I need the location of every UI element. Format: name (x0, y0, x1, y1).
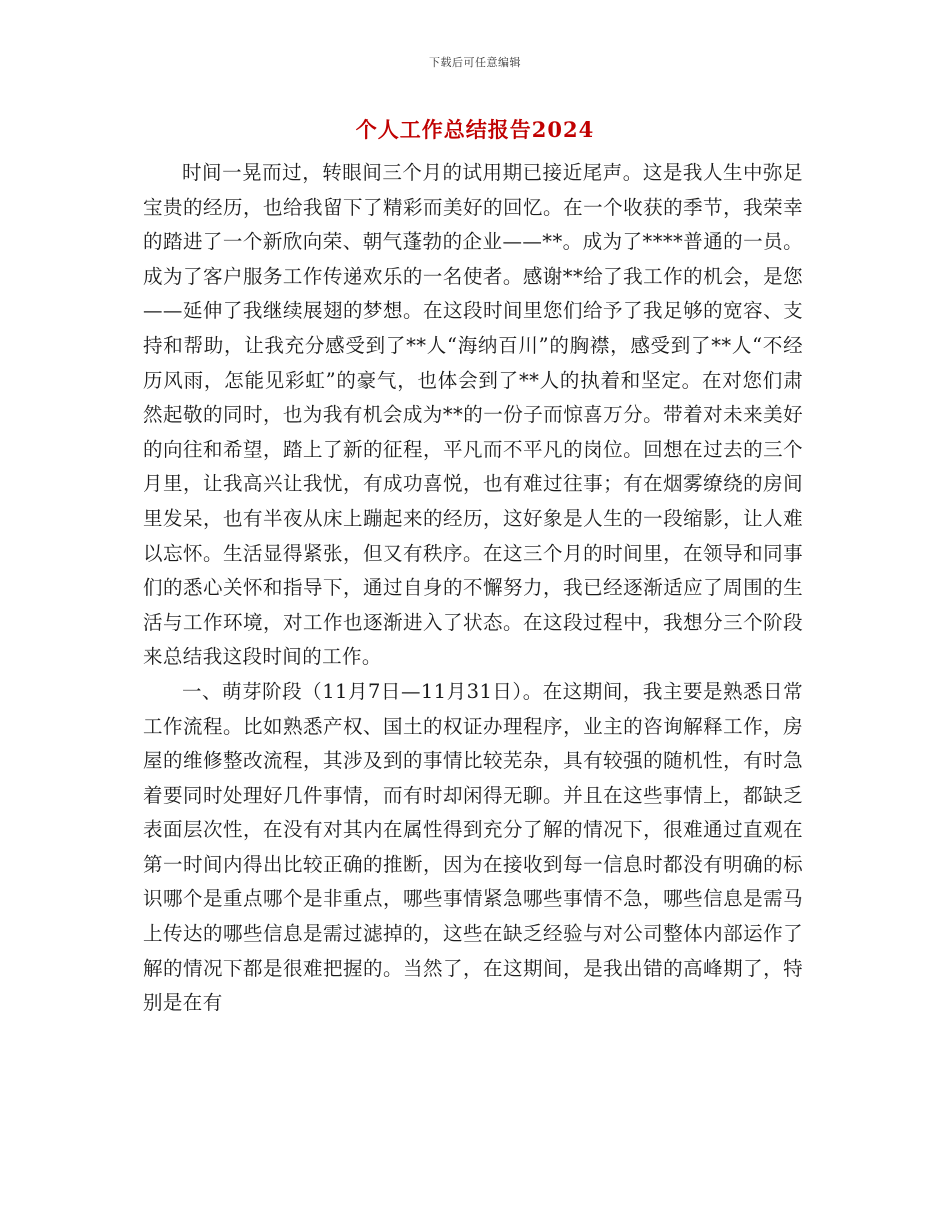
paragraph-section-one: 一、萌芽阶段（11月7日—11月31日）。在这期间，我主要是熟悉日常工作流程。比如熟悉产权、国土的权证办理程序，业主的咨询解释工作，房屋的维修整改流程，其涉及到的事情比较芜杂，具有较强的随机性，有时急着要同时处理好几件事情，而有时却闲得无聊。并且在这些事情上，都缺乏表面层次性，在没有对其内在属性得到充分了解的情况下，很难通过直观在第一时间内得出比较正确的推断，因为在接收到每一信息时都没有明确的标识哪个是重点哪个是非重点，哪些事情紧急哪些事情不急，哪些信息是需马上传达的哪些信息是需过滤掉的，这些在缺乏经验与对公司整体内部运作了解的情况下都是很难把握的。当然了，在这期间，是我出错的高峰期了，特别是在有 (143, 679, 803, 1015)
paragraph-intro: 时间一晃而过，转眼间三个月的试用期已接近尾声。这是我人生中弥足宝贵的经历，也给我留下了精彩而美好的回忆。在一个收获的季节，我荣幸的踏进了一个新欣向荣、朝气蓬勃的企业——**。成为了****普通的一员。成为了客户服务工作传递欢乐的一名使者。感谢**给了我工作的机会，是您——延伸了我继续展翅的梦想。在这段时间里您们给予了我足够的宽容、支持和帮助，让我充分感受到了**人“海纳百川”的胸襟，感受到了**人“不经历风雨，怎能见彩虹”的豪气，也体会到了**人的执着和坚定。在对您们肃然起敬的同时，也为我有机会成为**的一份子而惊喜万分。带着对未来美好的向往和希望，踏上了新的征程，平凡而不平凡的岗位。回想在过去的三个月里，让我高兴让我忧，有成功喜悦，也有难过往事；有在烟雾缭绕的房间里发呆，也有半夜从床上蹦起来的经历，这好象是人生的一段缩影，让人难以忘怀。生活显得紧张，但又有秩序。在这三个月的时间里，在领导和同事们的悉心关怀和指导下，通过自身的不懈努力，我已经逐渐适应了周围的生活与工作环境，对工作也逐渐进入了状态。在这段过程中，我想分三个阶段来总结我这段时间的工作。 (143, 161, 803, 669)
document-title: 个人工作总结报告2024 (355, 117, 595, 142)
page-header-note: 下载后可任意编辑 (429, 56, 521, 69)
document-body (143, 156, 803, 1021)
